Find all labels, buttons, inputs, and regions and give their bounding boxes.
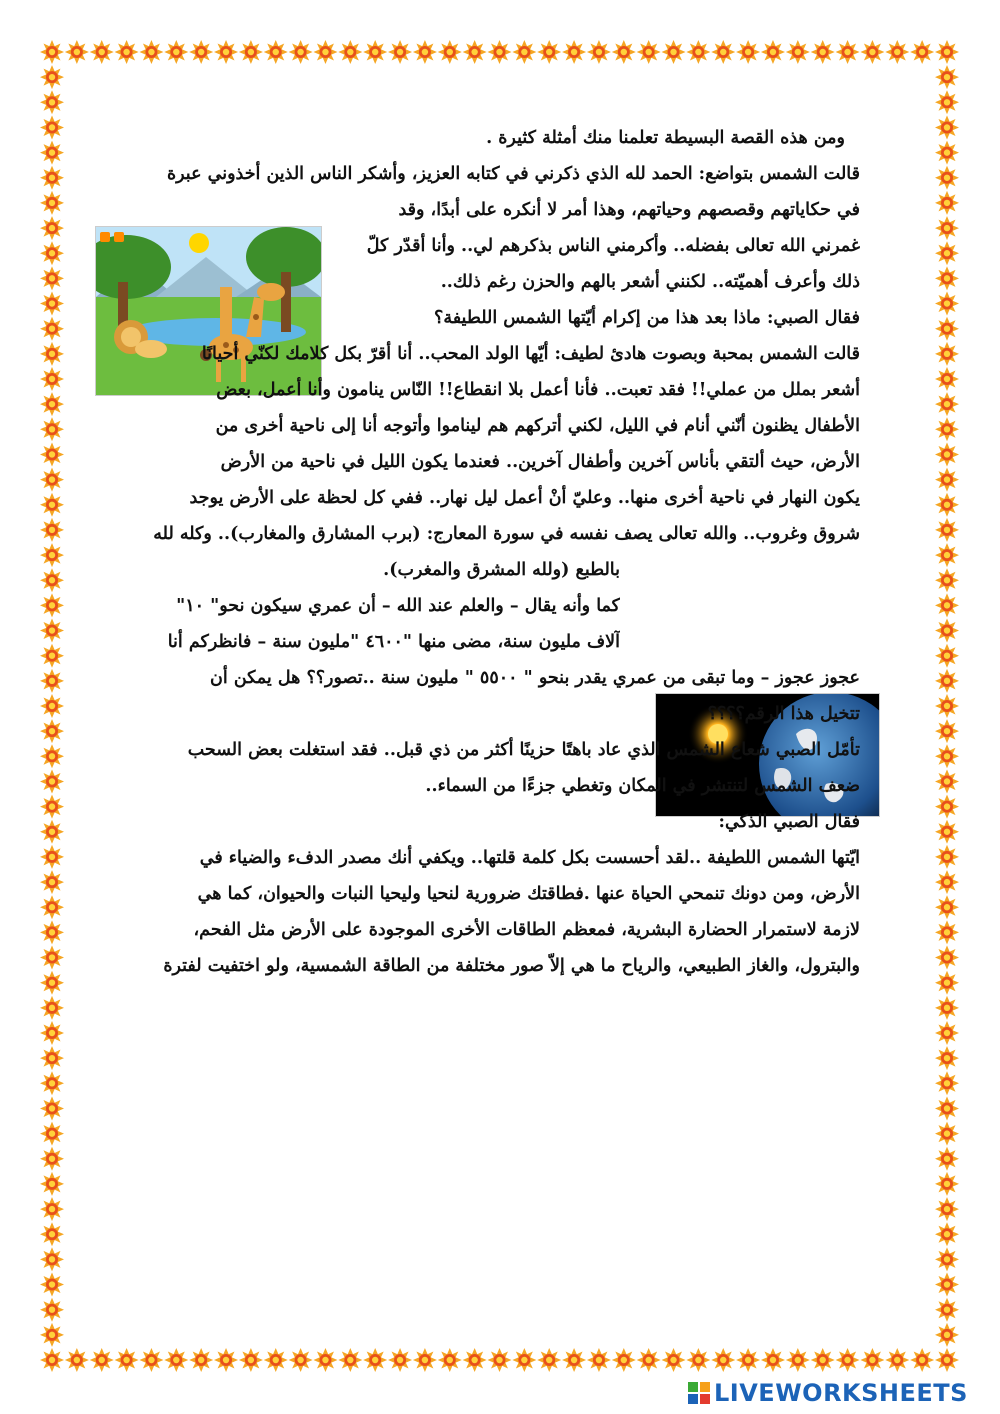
sun-border-ornament xyxy=(662,40,686,64)
sun-border-ornament xyxy=(90,1348,114,1372)
sun-border-ornament xyxy=(189,1348,213,1372)
sun-border-ornament xyxy=(438,40,462,64)
sun-border-ornament xyxy=(686,1348,710,1372)
sun-border-ornament xyxy=(40,719,64,743)
sun-border-ornament xyxy=(40,946,64,970)
sun-border-ornament xyxy=(239,40,263,64)
sun-border-ornament xyxy=(40,1021,64,1045)
sun-border-ornament xyxy=(935,317,959,341)
sun-border-ornament xyxy=(935,669,959,693)
sun-border-ornament xyxy=(935,292,959,316)
sun-border-ornament xyxy=(214,1348,238,1372)
sun-border-ornament xyxy=(562,1348,586,1372)
line-3: في حكاياتهم وقصصهم وحياتهم، وهذا أمر لا أنكره على أبدًا، وقد xyxy=(398,200,860,220)
sun-border-ornament xyxy=(935,619,959,643)
sun-border-ornament xyxy=(811,40,835,64)
sun-border-ornament xyxy=(935,543,959,567)
line-6: فقال الصبي: ماذا بعد هذا من إكرام أيّتها الشمس اللطيفة؟ xyxy=(434,308,860,328)
sun-border-ornament xyxy=(612,40,636,64)
sun-border-ornament xyxy=(40,115,64,139)
sun-border-ornament xyxy=(40,518,64,542)
sun-border-ornament xyxy=(90,40,114,64)
sun-border-ornament xyxy=(363,40,387,64)
line-1: ومن هذه القصة البسيطة تعلمنا منك أمثلة كثيرة . xyxy=(486,128,845,148)
sun-border-ornament xyxy=(264,1348,288,1372)
sun-border-ornament xyxy=(40,442,64,466)
sun-border-ornament xyxy=(40,1273,64,1297)
sun-border-ornament xyxy=(40,392,64,416)
sun-border-ornament xyxy=(139,1348,163,1372)
sun-border-ornament xyxy=(40,1096,64,1120)
sun-border-ornament xyxy=(40,1323,64,1347)
line-22: الأرض، ومن دونك تنمحي الحياة عنها .فطاقتك ضرورية لنحيا وليحيا النبات والحيوان، كما هي xyxy=(197,884,860,904)
sun-border-ornament xyxy=(338,1348,362,1372)
sun-border-ornament xyxy=(736,40,760,64)
sun-border-ornament xyxy=(935,141,959,165)
sun-border-ornament xyxy=(935,895,959,919)
sun-border-ornament xyxy=(935,719,959,743)
sun-border-ornament xyxy=(612,1348,636,1372)
sun-border-ornament xyxy=(935,1247,959,1271)
sun-border-ornament xyxy=(935,342,959,366)
line-20: فقال الصبي الذكي: xyxy=(718,812,860,832)
sun-border-ornament xyxy=(935,870,959,894)
liveworksheets-logo xyxy=(688,1378,968,1408)
sun-border-ornament xyxy=(40,1046,64,1070)
sun-border-ornament xyxy=(686,40,710,64)
sun-border-ornament xyxy=(463,1348,487,1372)
sun-border-ornament xyxy=(935,996,959,1020)
sun-border-ornament xyxy=(40,266,64,290)
line-11: يكون النهار في ناحية أخرى منها.. وعليّ أنْ أعمل ليل نهار.. ففي كل لحظة على الأرض يوجد xyxy=(189,488,860,508)
sun-border-ornament xyxy=(935,392,959,416)
sun-border-ornament xyxy=(40,1172,64,1196)
line-16: عجوز عجوز – وما تبقى من عمري يقدر بنحو " ٥٥٠٠ " مليون سنة ..تصور؟؟ هل يمكن أن xyxy=(210,668,860,688)
sun-border-ornament xyxy=(40,971,64,995)
sun-border-ornament xyxy=(935,241,959,265)
sun-border-ornament xyxy=(935,920,959,944)
sun-border-ornament xyxy=(115,40,139,64)
sun-border-ornament xyxy=(40,1071,64,1095)
sun-border-ornament xyxy=(587,1348,611,1372)
sun-border-ornament xyxy=(164,1348,188,1372)
sun-border-ornament xyxy=(761,1348,785,1372)
line-23: لازمة لاستمرار الحضارة البشرية، فمعظم الطاقات الأخرى الموجودة على الأرض مثل الفحم، xyxy=(193,920,860,940)
sun-border-ornament xyxy=(637,1348,661,1372)
sun-border-ornament xyxy=(40,996,64,1020)
sun-border-ornament xyxy=(40,1298,64,1322)
line-2: قالت الشمس بتواضع: الحمد لله الذي ذكرني في كتابه العزيز، وأشكر الناس الذين أخذوني عبرة xyxy=(166,164,860,184)
sun-border-ornament xyxy=(40,191,64,215)
liveworksheets-logo-text: LIVEWORKSHEETS xyxy=(714,1379,968,1407)
sun-border-ornament xyxy=(40,1222,64,1246)
sun-border-ornament xyxy=(512,40,536,64)
sun-border-ornament xyxy=(836,40,860,64)
sun-border-ornament xyxy=(537,1348,561,1372)
sun-border-ornament xyxy=(40,744,64,768)
sun-border-ornament xyxy=(40,820,64,844)
line-7: قالت الشمس بمحبة وبصوت هادئ لطيف: أيّها الولد المحب.. أنا أقرّ بكل كلامك لكنّي أحيانًا xyxy=(201,344,860,364)
line-9: الأطفال يظنون أنّني أنام في الليل، لكني أتركهم هم ليناموا وأتوجه أنا إلى ناحية أخرى من xyxy=(215,416,860,436)
sun-border-ornament xyxy=(537,40,561,64)
sun-border-ornament xyxy=(935,216,959,240)
sun-border-ornament xyxy=(935,971,959,995)
sun-border-ornament xyxy=(935,1046,959,1070)
sun-border-ornament xyxy=(935,1323,959,1347)
sun-border-ornament xyxy=(40,619,64,643)
sun-border-ornament xyxy=(40,141,64,165)
sun-border-ornament xyxy=(239,1348,263,1372)
sun-border-ornament xyxy=(40,1197,64,1221)
sun-border-ornament xyxy=(40,90,64,114)
sun-border-ornament xyxy=(935,744,959,768)
sun-border-ornament xyxy=(388,1348,412,1372)
sun-border-ornament xyxy=(40,845,64,869)
sun-border-ornament xyxy=(935,1298,959,1322)
line-24: والبترول، والغاز الطبيعي، والرياح ما هي إلاّ صور مختلفة من الطاقة الشمسية، ولو اختفيت لفترة xyxy=(163,956,860,976)
sun-border-ornament xyxy=(935,166,959,190)
sun-border-ornament xyxy=(40,367,64,391)
sun-border-ornament xyxy=(438,1348,462,1372)
sun-border-ornament xyxy=(413,1348,437,1372)
sun-border-ornament xyxy=(935,493,959,517)
sun-border-ornament xyxy=(40,292,64,316)
sun-border-ornament xyxy=(40,493,64,517)
sun-border-ornament xyxy=(488,40,512,64)
sun-border-ornament xyxy=(935,115,959,139)
sun-border-ornament xyxy=(139,40,163,64)
sun-border-ornament xyxy=(935,1021,959,1045)
sun-border-ornament xyxy=(40,1348,64,1372)
sun-border-ornament xyxy=(388,40,412,64)
sun-border-ornament xyxy=(935,1222,959,1246)
sun-border-ornament xyxy=(40,216,64,240)
sun-border-ornament xyxy=(935,1096,959,1120)
sun-border-ornament xyxy=(935,417,959,441)
sun-border-ornament xyxy=(40,870,64,894)
sun-border-ornament xyxy=(40,669,64,693)
sun-border-ornament xyxy=(935,468,959,492)
sun-border-ornament xyxy=(711,40,735,64)
sun-border-ornament xyxy=(910,1348,934,1372)
sun-border-ornament xyxy=(562,40,586,64)
sun-border-ornament xyxy=(935,442,959,466)
sun-border-ornament xyxy=(935,191,959,215)
sun-border-ornament xyxy=(40,895,64,919)
sun-border-ornament xyxy=(512,1348,536,1372)
sun-border-ornament xyxy=(40,468,64,492)
sun-border-ornament xyxy=(786,1348,810,1372)
sun-border-ornament xyxy=(935,845,959,869)
sun-border-ornament xyxy=(935,367,959,391)
sun-border-ornament xyxy=(40,40,64,64)
sun-border-ornament xyxy=(935,65,959,89)
sun-border-ornament xyxy=(313,1348,337,1372)
sun-border-ornament xyxy=(935,90,959,114)
sun-border-ornament xyxy=(40,568,64,592)
sun-border-ornament xyxy=(935,1197,959,1221)
sun-border-ornament xyxy=(214,40,238,64)
sun-border-ornament xyxy=(40,795,64,819)
line-4: غمرني الله تعالى بفضله.. وأكرمني الناس بذكرهم لي.. وأنا أقدّر كلّ xyxy=(366,236,860,256)
sun-border-ornament xyxy=(40,1122,64,1146)
line-15: آلاف مليون سنة، مضى منها "٤٦٠٠ "مليون سنة – فانظركم أنا xyxy=(167,632,620,652)
sun-border-ornament xyxy=(761,40,785,64)
sun-border-ornament xyxy=(935,644,959,668)
sun-border-ornament xyxy=(662,1348,686,1372)
sun-border-ornament xyxy=(164,40,188,64)
sun-border-ornament xyxy=(935,820,959,844)
sun-border-ornament xyxy=(860,1348,884,1372)
sun-border-ornament xyxy=(711,1348,735,1372)
line-19: ضعف الشمس لتنتشر في المكان وتغطي جزءًا من السماء.. xyxy=(425,776,860,796)
line-17: تتخيل هذا الرقم؟؟؟؟ xyxy=(707,704,860,724)
line-21: ايّتها الشمس اللطيفة ..لقد أحسست بكل كلمة قلتها.. ويكفي أنك مصدر الدفء والضياء في xyxy=(199,848,860,868)
sun-border-ornament xyxy=(40,593,64,617)
sun-border-ornament xyxy=(463,40,487,64)
sun-border-ornament xyxy=(935,1122,959,1146)
sun-border-ornament xyxy=(736,1348,760,1372)
sun-border-ornament xyxy=(338,40,362,64)
sun-border-ornament xyxy=(935,266,959,290)
sun-border-ornament xyxy=(860,40,884,64)
sun-border-ornament xyxy=(935,1147,959,1171)
sun-border-ornament xyxy=(289,40,313,64)
story-text xyxy=(100,120,860,984)
sun-border-ornament xyxy=(40,543,64,567)
sun-border-ornament xyxy=(811,1348,835,1372)
sun-border-ornament xyxy=(40,694,64,718)
sun-border-ornament xyxy=(189,40,213,64)
sun-border-ornament xyxy=(786,40,810,64)
sun-border-ornament xyxy=(935,795,959,819)
sun-border-ornament xyxy=(289,1348,313,1372)
sun-border-ornament xyxy=(40,1147,64,1171)
sun-border-ornament xyxy=(885,40,909,64)
sun-border-ornament xyxy=(935,694,959,718)
sun-border-ornament xyxy=(935,769,959,793)
sun-border-ornament xyxy=(587,40,611,64)
sun-border-ornament xyxy=(935,1273,959,1297)
sun-border-ornament xyxy=(65,40,89,64)
sun-border-ornament xyxy=(40,241,64,265)
sun-border-ornament xyxy=(910,40,934,64)
line-10: الأرض، حيث ألتقي بأناس آخرين وأطفال آخرين.. فعندما يكون الليل في ناحية من الأرض xyxy=(220,452,860,472)
sun-border-ornament xyxy=(935,1348,959,1372)
line-8: أشعر بملل من عملي!! فقد تعبت.. فأنا أعمل بلا انقطاع!! النّاس ينامون وأنا أعمل، بعض xyxy=(216,380,860,400)
sun-border-ornament xyxy=(935,40,959,64)
sun-border-ornament xyxy=(40,65,64,89)
sun-border-ornament xyxy=(40,317,64,341)
sun-border-ornament xyxy=(836,1348,860,1372)
sun-border-ornament xyxy=(885,1348,909,1372)
sun-border-ornament xyxy=(488,1348,512,1372)
sun-border-ornament xyxy=(363,1348,387,1372)
sun-border-ornament xyxy=(935,593,959,617)
sun-border-ornament xyxy=(637,40,661,64)
sun-border-ornament xyxy=(935,1071,959,1095)
sun-border-ornament xyxy=(40,1247,64,1271)
line-13: بالطبع (ولله المشرق والمغرب). xyxy=(383,560,620,580)
sun-border-ornament xyxy=(313,40,337,64)
liveworksheets-logo-icon xyxy=(688,1382,710,1404)
line-12: شروق وغروب.. والله تعالى يصف نفسه في سورة المعارج: (برب المشارق والمغارب).. وكله لله xyxy=(153,524,860,544)
sun-border-ornament xyxy=(935,568,959,592)
sun-border-ornament xyxy=(40,417,64,441)
sun-border-ornament xyxy=(40,342,64,366)
sun-border-ornament xyxy=(935,946,959,970)
sun-border-ornament xyxy=(65,1348,89,1372)
sun-border-ornament xyxy=(935,518,959,542)
line-18: تأمّل الصبي شعاع الشمس الذي عاد باهتًا حزينًا أكثر من ذي قبل.. فقد استغلت بعض السحب xyxy=(187,740,860,760)
sun-border-ornament xyxy=(40,166,64,190)
sun-border-ornament xyxy=(40,920,64,944)
sun-border-ornament xyxy=(115,1348,139,1372)
sun-border-ornament xyxy=(935,1172,959,1196)
sun-border-ornament xyxy=(413,40,437,64)
sun-border-ornament xyxy=(264,40,288,64)
line-5: ذلك وأعرف أهميّته.. لكنني أشعر بالهم والحزن رغم ذلك.. xyxy=(440,272,860,292)
sun-border-ornament xyxy=(40,769,64,793)
sun-border-ornament xyxy=(40,644,64,668)
line-14: كما وأنه يقال – والعلم عند الله – أن عمري سيكون نحو" ١٠" xyxy=(176,596,620,616)
